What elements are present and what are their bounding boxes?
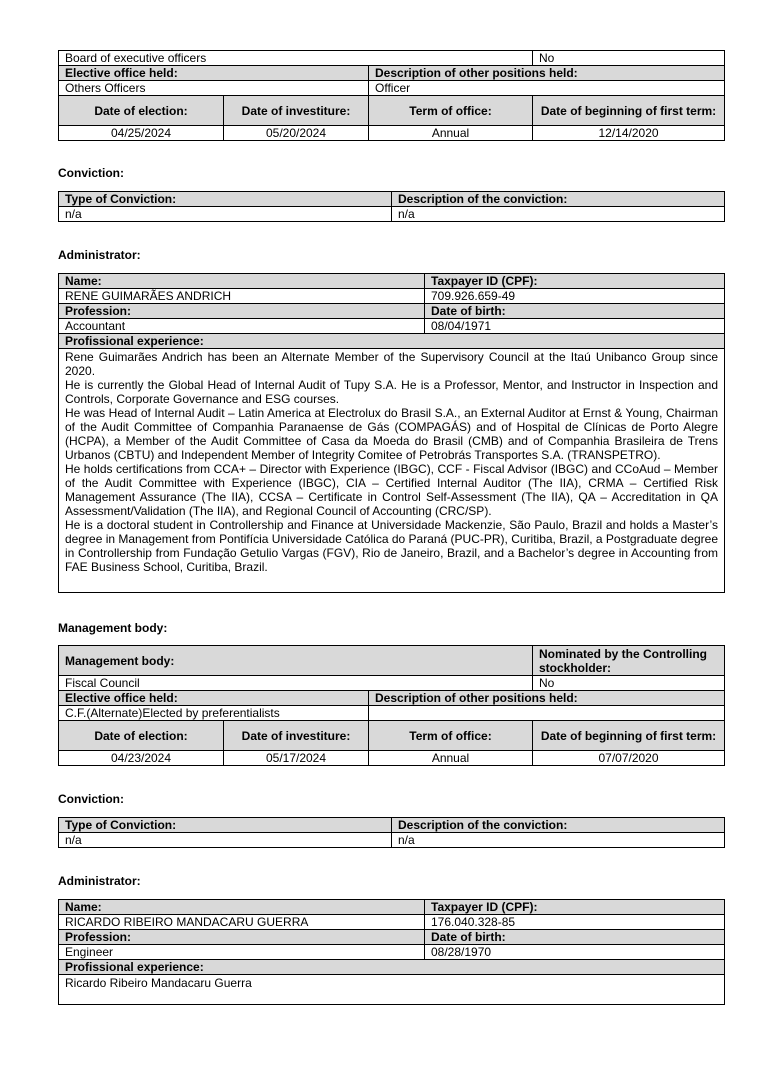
board-label: Board of executive officers xyxy=(59,51,533,66)
first-term-date: 12/14/2020 xyxy=(533,126,725,141)
elective-office-header: Elective office held: xyxy=(59,691,369,706)
other-positions-value xyxy=(369,706,725,721)
profession-value: Engineer xyxy=(59,945,425,960)
management-body-header: Management body: xyxy=(59,646,533,676)
other-positions-header: Description of other positions held: xyxy=(369,66,725,81)
conviction-title: Conviction: xyxy=(58,166,124,180)
election-date: 04/23/2024 xyxy=(59,751,224,766)
birth-value: 08/28/1970 xyxy=(425,945,725,960)
experience-header: Profissional experience: xyxy=(59,334,725,349)
administrator-table xyxy=(58,273,725,593)
profession-header: Profession: xyxy=(59,930,425,945)
investiture-date-header: Date of investiture: xyxy=(224,721,369,751)
election-date: 04/25/2024 xyxy=(59,126,224,141)
conviction-type-header: Type of Conviction: xyxy=(59,818,392,833)
administrator-title: Administrator: xyxy=(58,874,141,888)
experience-paragraph: Rene Guimarães Andrich has been an Alternate Member of the Supervisory Council at the Itaú Unibanco Group since 2020. xyxy=(65,350,718,378)
cpf-header: Taxpayer ID (CPF): xyxy=(425,900,725,915)
nominated-header: Nominated by the Controlling stockholder: xyxy=(533,646,725,676)
profession-value: Accountant xyxy=(59,319,425,334)
term-value: Annual xyxy=(369,126,533,141)
investiture-date-header: Date of investiture: xyxy=(224,96,369,126)
administrator-name: RENE GUIMARÃES ANDRICH xyxy=(59,289,425,304)
administrator-cpf: 176.040.328-85 xyxy=(425,915,725,930)
name-header: Name: xyxy=(59,900,425,915)
investiture-date: 05/17/2024 xyxy=(224,751,369,766)
other-positions-value: Officer xyxy=(369,81,725,96)
conviction-type-header: Type of Conviction: xyxy=(59,192,392,207)
management-body-table xyxy=(58,645,725,766)
profession-header: Profession: xyxy=(59,304,425,319)
experience-text: Ricardo Ribeiro Mandacaru Guerra xyxy=(59,975,725,1005)
experience-paragraph: He is currently the Global Head of Internal Audit of Tupy S.A. He is a Professor, Mentor, and Instructor in Inspection and Controls, Corporate Governance and ESG courses. xyxy=(65,378,718,406)
cpf-header: Taxpayer ID (CPF): xyxy=(425,274,725,289)
conviction-desc-header: Description of the conviction: xyxy=(392,192,725,207)
management-body-title: Management body: xyxy=(58,621,168,635)
conviction-table xyxy=(58,817,725,848)
term-header: Term of office: xyxy=(369,96,533,126)
experience-paragraph: He holds certifications from CCA+ – Director with Experience (IBGC), CCF - Fiscal Advisor (IBGC) and CCoAud – Member of the Audit Committee with Experience (IBGC), CIA – Certified Internal Auditor (The IIA), CRMA – Certified Risk Management Assurance (The IIA), CCSA – Certificate in Control Self-Assessment (The IIA), QA – Accreditation in QA Assessment/Validation (The IIA), and Regional Council of Accounting (CRC/SP). xyxy=(65,462,718,518)
administrator-cpf: 709.926.659-49 xyxy=(425,289,725,304)
administrator-title: Administrator: xyxy=(58,248,141,262)
conviction-desc-value: n/a xyxy=(392,207,725,222)
nominated-value: No xyxy=(533,676,725,691)
term-header: Term of office: xyxy=(369,721,533,751)
administrator-name: RICARDO RIBEIRO MANDACARU GUERRA xyxy=(59,915,425,930)
elective-office-value: C.F.(Alternate)Elected by preferentialists xyxy=(59,706,369,721)
conviction-desc-header: Description of the conviction: xyxy=(392,818,725,833)
birth-header: Date of birth: xyxy=(425,304,725,319)
first-term-header: Date of beginning of first term: xyxy=(533,721,725,751)
administrator-table xyxy=(58,899,725,1005)
board-value: No xyxy=(533,51,725,66)
experience-text xyxy=(59,349,725,593)
first-term-header: Date of beginning of first term: xyxy=(533,96,725,126)
conviction-title: Conviction: xyxy=(58,792,124,806)
conviction-type-value: n/a xyxy=(59,833,392,848)
birth-value: 08/04/1971 xyxy=(425,319,725,334)
experience-paragraph: He was Head of Internal Audit – Latin America at Electrolux do Brasil S.A., an External Auditor at Ernst & Young, Chairman of the Audit Committee of Companhia Paranaense de Gás (COMPAGÁS) and of Hospital de Clínicas de Porto Alegre (HCPA), a Member of the Audit Committee of Casa da Moeda do Brasil (CMB) and of Companhia Brasileira de Trens Urbanos (CBTU) and Independent Member of Integrity Comitee of Petrobrás Transportes S.A. (TRANSPETRO). xyxy=(65,406,718,462)
name-header: Name: xyxy=(59,274,425,289)
conviction-desc-value: n/a xyxy=(392,833,725,848)
experience-paragraph: He is a doctoral student in Controllership and Finance at Universidade Mackenzie, São Paulo, Brazil and holds a Master’s degree in Management from Pontifícia Universidade Católica do Paraná (PUC-PR), Curitiba, Brazil, a Postgraduate degree in Controllership from Fundação Getulio Vargas (FGV), Rio de Janeiro, Brazil, and a Bachelor’s degree in Accounting from FAE Business School, Curitiba, Brazil. xyxy=(65,518,718,574)
term-value: Annual xyxy=(369,751,533,766)
conviction-table xyxy=(58,191,725,222)
elective-office-value: Others Officers xyxy=(59,81,369,96)
elective-office-header: Elective office held: xyxy=(59,66,369,81)
experience-header: Profissional experience: xyxy=(59,960,725,975)
conviction-type-value: n/a xyxy=(59,207,392,222)
investiture-date: 05/20/2024 xyxy=(224,126,369,141)
first-term-date: 07/07/2020 xyxy=(533,751,725,766)
other-positions-header: Description of other positions held: xyxy=(369,691,725,706)
election-date-header: Date of election: xyxy=(59,96,224,126)
management-body-value: Fiscal Council xyxy=(59,676,533,691)
birth-header: Date of birth: xyxy=(425,930,725,945)
election-date-header: Date of election: xyxy=(59,721,224,751)
officer-positions-table xyxy=(58,50,725,141)
